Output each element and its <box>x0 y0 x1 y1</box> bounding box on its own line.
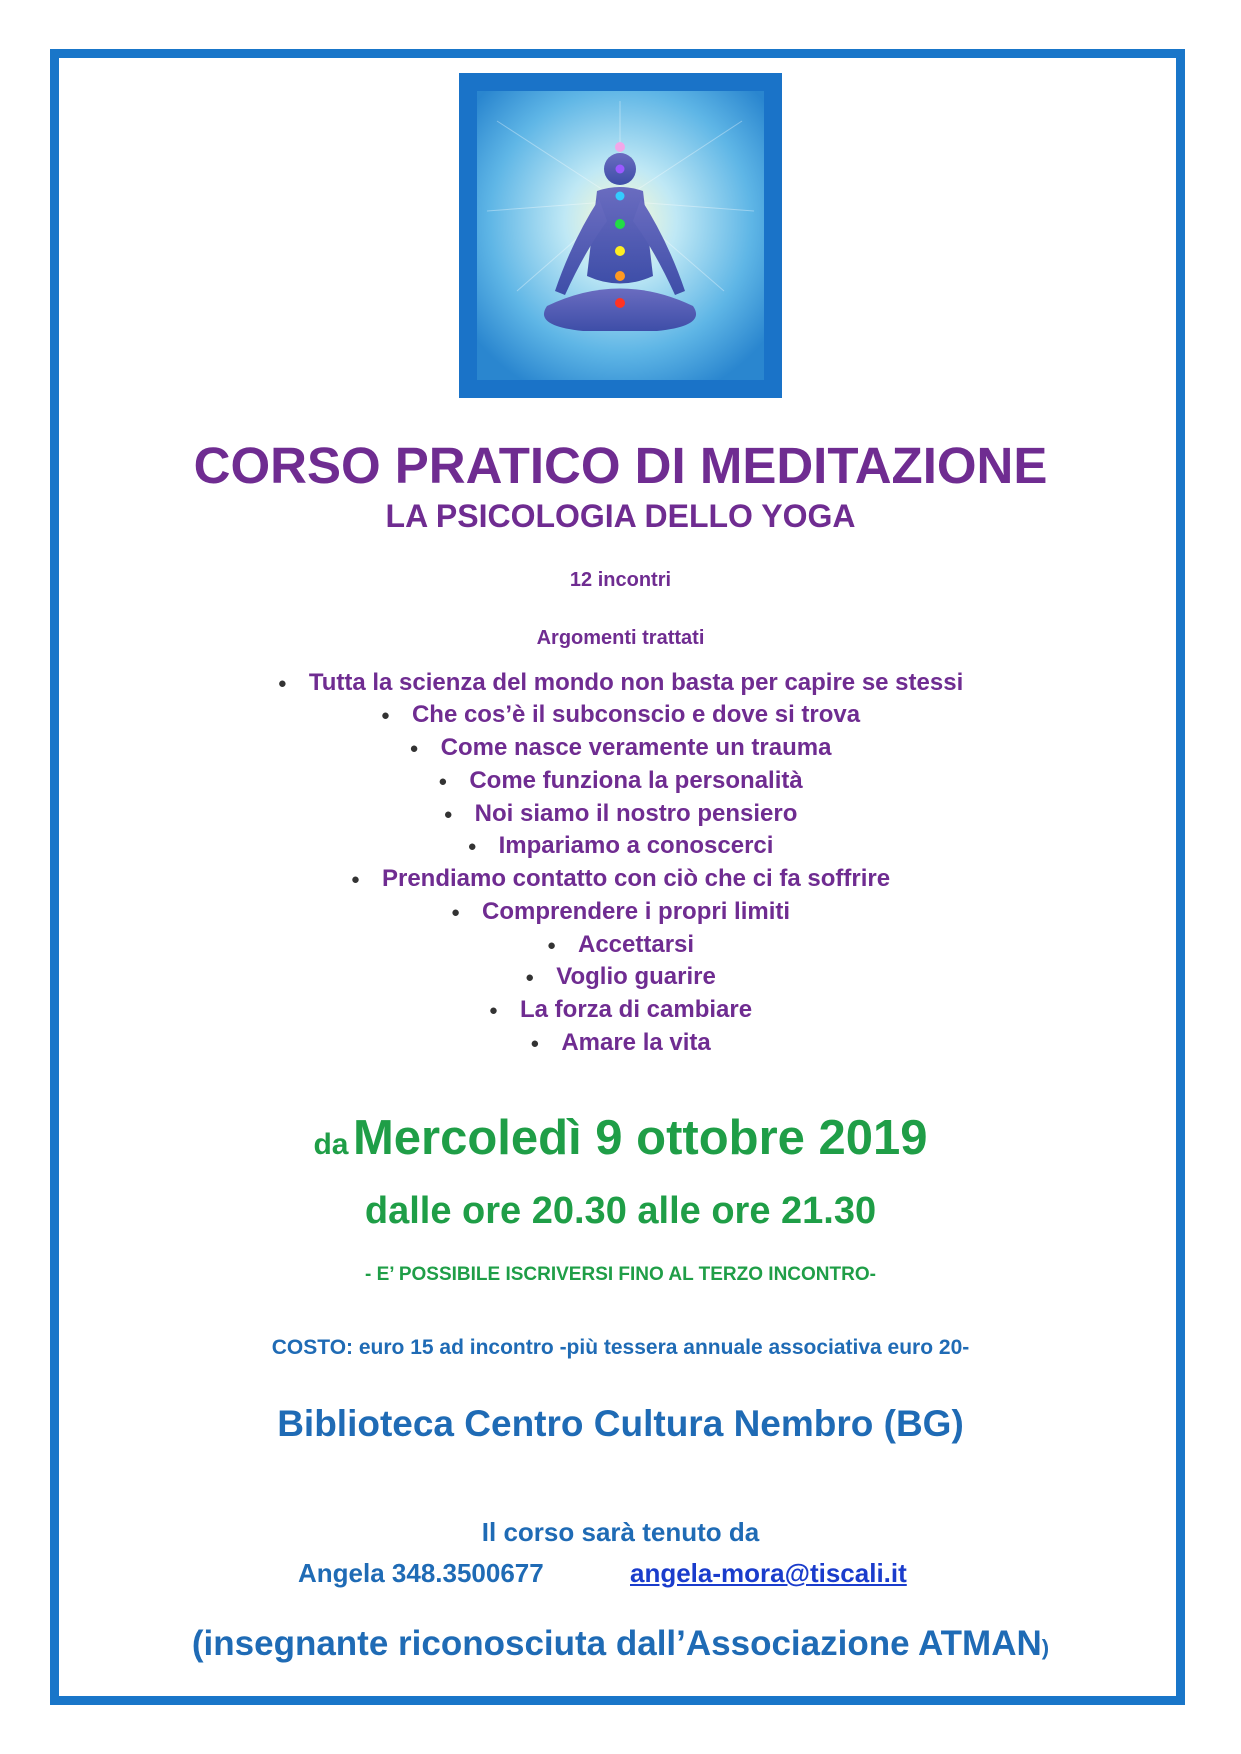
bullet-icon: ● <box>380 707 390 725</box>
page-title: CORSO PRATICO DI MEDITAZIONE <box>193 437 1048 494</box>
start-date-prefix: da <box>313 1128 349 1161</box>
list-item: ● Come funziona la personalità <box>438 767 803 794</box>
meditation-figure-icon <box>477 91 764 380</box>
bullet-icon: ● <box>450 904 460 922</box>
list-item: ● Prendiamo contatto con ciò che ci fa soffrire <box>350 865 891 892</box>
course-time: dalle ore 20.30 alle ore 21.30 <box>364 1190 877 1232</box>
topics-heading: Argomenti trattati <box>536 627 705 649</box>
page-subtitle: LA PSICOLOGIA DELLO YOGA <box>385 498 856 534</box>
list-item: ● Noi siamo il nostro pensiero <box>443 800 798 827</box>
bullet-icon: ● <box>409 740 419 758</box>
list-item: ● Tutta la scienza del mondo non basta per capire se stessi <box>277 669 964 696</box>
list-item: ● Comprendere i propri limiti <box>450 898 791 925</box>
sessions-count: 12 incontri <box>569 569 672 591</box>
cost-info: COSTO: euro 15 ad incontro -più tessera annuale associativa euro 20- <box>271 1336 970 1359</box>
meditation-image <box>459 73 782 398</box>
start-date <box>0 1110 1241 1166</box>
bullet-icon: ● <box>530 1035 540 1053</box>
list-item: ● La forza di cambiare <box>488 996 753 1023</box>
list-item: ● Impariamo a conoscerci <box>467 832 774 859</box>
enrollment-note: - E’ POSSIBILE ISCRIVERSI FINO AL TERZO INCONTRO- <box>365 1264 876 1285</box>
venue: Biblioteca Centro Cultura Nembro (BG) <box>277 1403 964 1444</box>
bullet-icon: ● <box>350 871 360 889</box>
teacher-credential-tail: ) <box>1041 1635 1050 1660</box>
bullet-icon: ● <box>546 937 556 955</box>
email-link[interactable]: angela-mora@tiscali.it <box>630 1558 907 1588</box>
list-item: ● Voglio guarire <box>525 963 716 990</box>
teacher-credential-text: (insegnante riconosciuta dall’Associazione ATMAN <box>191 1624 1042 1663</box>
bullet-icon: ● <box>438 773 448 791</box>
list-item: ● Che cos’è il subconscio e dove si trova <box>380 701 861 728</box>
start-date-value: Mercoledì 9 ottobre 2019 <box>352 1111 928 1165</box>
list-item: ● Accettarsi <box>546 931 695 958</box>
teacher-intro: Il corso sarà tenuto da <box>481 1517 760 1547</box>
bullet-icon: ● <box>277 675 287 693</box>
bullet-icon: ● <box>443 806 453 824</box>
bullet-icon: ● <box>525 969 535 987</box>
teacher-name-phone: Angela 348.3500677 <box>298 1558 544 1588</box>
list-item: ● Come nasce veramente un trauma <box>409 734 832 761</box>
teacher-credential <box>0 1624 1241 1664</box>
list-item: ● Amare la vita <box>530 1029 711 1056</box>
bullet-icon: ● <box>488 1002 498 1020</box>
bullet-icon: ● <box>467 838 477 856</box>
